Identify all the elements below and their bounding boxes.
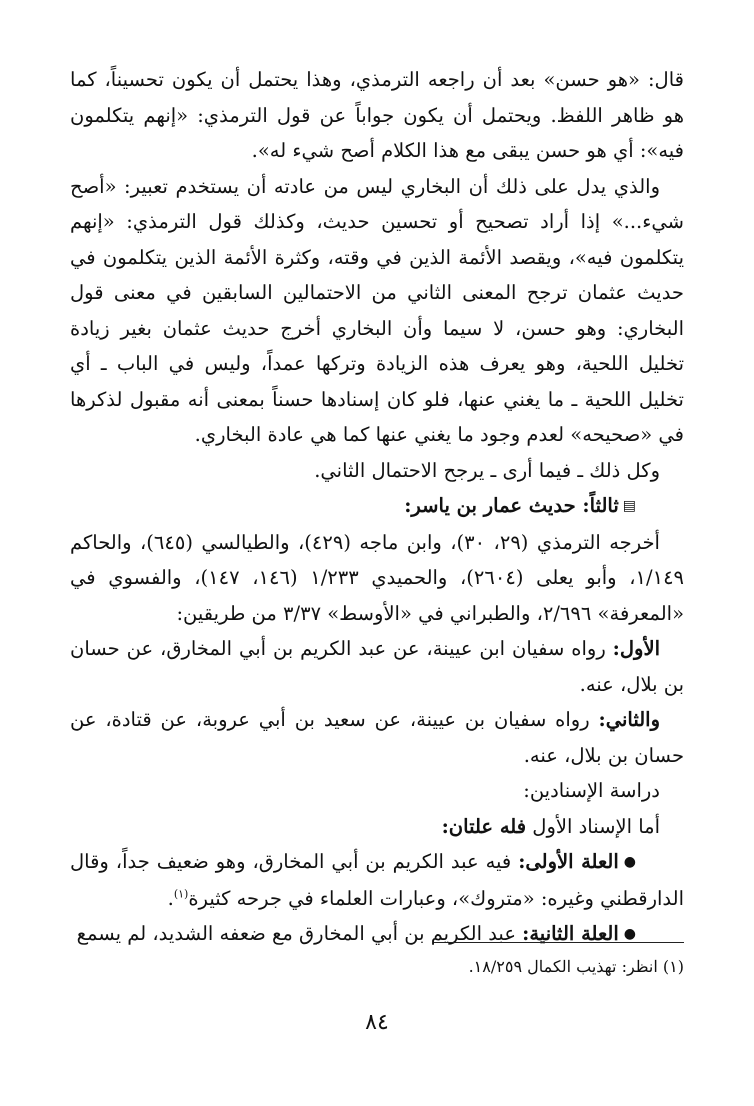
paragraph-1: قال: «هو حسن» بعد أن راجعه الترمذي، وهذا يحتمل أن يكون تحسيناً، كما هو ظاهر اللفظ. ويحتمل أن يكون جواباً عن قول الترمذي: «إنهم يتكلمون فيه»: أي هو حسن يبقى مع هذا الكلام أصح شيء له». xyxy=(70,68,684,162)
main-text xyxy=(70,62,684,953)
section-heading-text: ثالثاً: حديث عمار بن ياسر: xyxy=(404,494,619,517)
book-icon: ▤ xyxy=(622,498,636,514)
route-first xyxy=(70,631,684,702)
illa-first-label: العلة الأولى: xyxy=(518,850,619,873)
illa-second-text: عبد الكريم بن أبي المخارق مع ضعفه الشديد، لم يسمع xyxy=(76,922,516,945)
paragraph-3: وكل ذلك ـ فيما أرى ـ يرجح الاحتمال الثاني. xyxy=(314,458,660,482)
paragraph-6-plain: أما الإسناد الأول xyxy=(532,814,660,838)
route-second-text: رواه سفيان بن عيينة، عن سعيد بن أبي عروبة، عن قتادة، عن حسان بن بلال، عنه. xyxy=(70,708,684,767)
route-first-text: رواه سفيان ابن عيينة، عن عبد الكريم بن أبي المخارق، عن حسان بن بلال، عنه. xyxy=(70,637,684,696)
route-second xyxy=(70,702,684,773)
paragraph-5: دراسة الإسنادين: xyxy=(523,779,660,802)
footnote-ref[interactable]: (١) xyxy=(173,887,189,900)
paragraph-4: أخرجه الترمذي (٢٩، ٣٠)، وابن ماجه (٤٢٩)، والطيالسي (٦٤٥)، والحاكم ١/١٤٩، وأبو يعلى (٢٦٠٤)، والحميدي ١/٢٣٣ (١٤٦، ١٤٧)، والفسوي في «المعرفة» ٢/٦٩٦، والطبراني في «الأوسط» ٣/٣٧ من طريقين: xyxy=(70,530,685,625)
section-heading xyxy=(70,488,684,525)
footnote: (١) انظر: تهذيب الكمال ١٨/٢٥٩. xyxy=(468,957,684,976)
route-second-label: والثاني: xyxy=(598,708,661,731)
bullet-icon: ● xyxy=(623,926,636,942)
page-number: ٨٤ xyxy=(365,1010,389,1035)
illa-second xyxy=(70,916,684,953)
paragraph-2: والذي يدل على ذلك أن البخاري ليس من عادته أن يستخدم تعبير: «أصح شيء...» إذا أراد تصحيح أو تحسين حديث، وكذلك قول الترمذي: «إنهم يتكلمون فيه»، ويقصد الأئمة الذين في وقته، وكثرة الأئمة الذين يتكلمون في حديث عثمان ترجح المعنى الثاني من الاحتمالين السابقين في معنى قول البخاري: وهو حسن، لا سيما وأن البخاري أخرج حديث عثمان بغير زيادة تخليل اللحية، وهو يعرف هذه الزيادة وتركها عمداً، وليس في الباب ـ أي تخليل اللحية ـ ما يغني عنها، فلو كان إسنادها حسناً بمعنى أنه مقبول لذكرها في «صحيحه» لعدم وجود ما يغني عنها كما هي عادة البخاري. xyxy=(70,174,684,446)
bullet-icon: ● xyxy=(623,854,636,870)
illa-first: ●العلة الأولى: فيه عبد الكريم بن أبي المخارق، وهو ضعيف جداً، وقال الدارقطني وغيره: «متروك»، وعبارات العلماء في جرحه كثيرة$^{(١)}$. xyxy=(70,844,684,916)
illa-first-text: فيه عبد الكريم بن أبي المخارق، وهو ضعيف جداً، وقال الدارقطني وغيره: «متروك»، وعبارات العلماء في جرحه كثيرة xyxy=(70,850,684,910)
paragraph-6-bold: فله علتان: xyxy=(441,814,527,838)
paragraph-6 xyxy=(70,809,684,845)
route-first-label: الأول: xyxy=(612,637,660,660)
footnote-divider xyxy=(434,942,684,943)
illa-second-label: العلة الثانية: xyxy=(522,922,619,945)
